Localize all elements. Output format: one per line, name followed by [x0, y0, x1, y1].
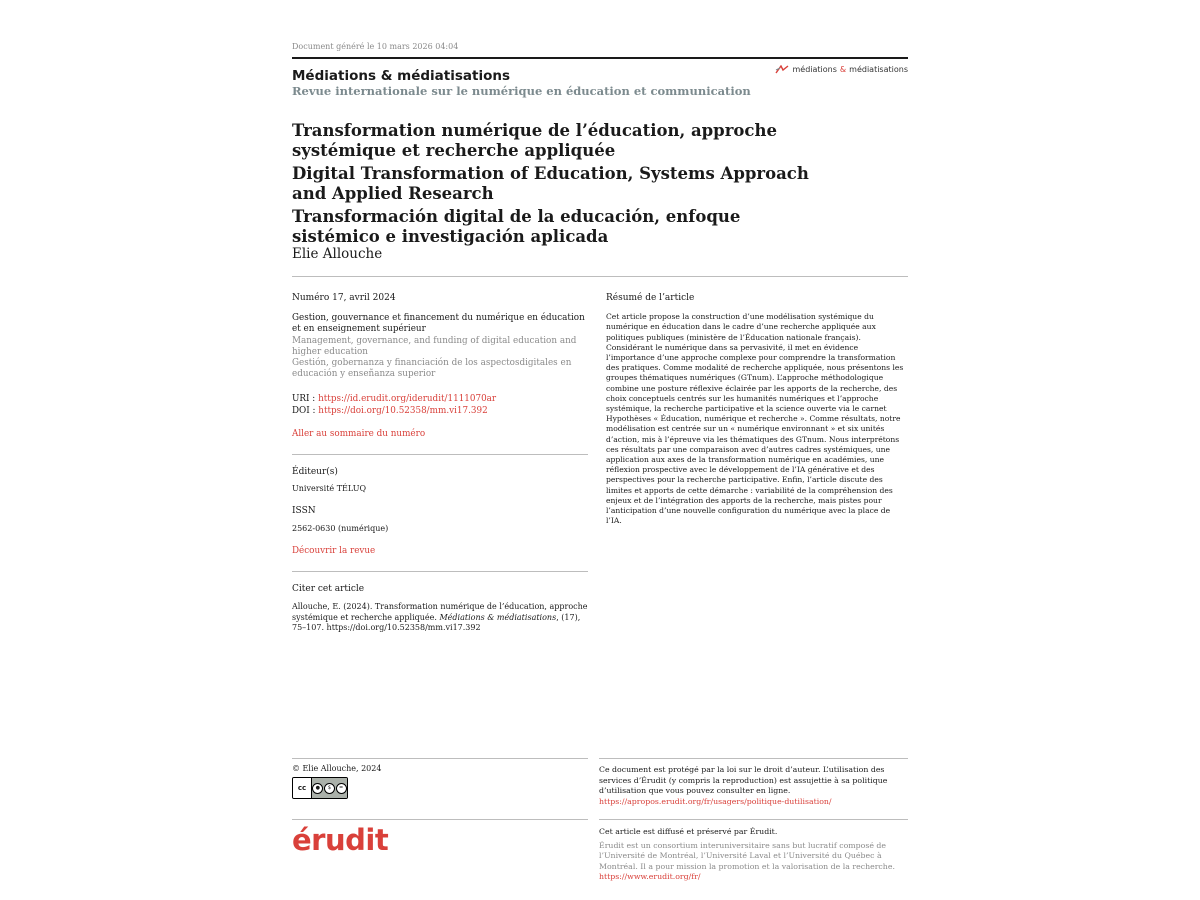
diffuse-heading: Cet article est diffusé et préservé par Érudit. [599, 827, 778, 836]
footer-rule2-left [292, 819, 588, 820]
journal-logo-icon [775, 65, 789, 74]
article-titles [292, 121, 812, 250]
cc-terms-icons [312, 778, 347, 798]
publisher-name: Université TÉLUQ [292, 484, 367, 494]
copyright-block [292, 764, 381, 799]
copyright: © Elie Allouche, 2024 [292, 764, 382, 773]
issn-heading: ISSN [292, 506, 316, 517]
journal-logo-left: médiations [792, 65, 837, 74]
journal-subtitle: Revue internationale sur le numérique en éducation et communication [292, 84, 751, 98]
diffuse-text: Érudit est un consortium interuniversitaire sans but lucratif composé de l’Université de Montréal, l’Université Laval et l’Université du Québec à Montréal. Il a pour mission la promotion et la valorisation de la recherche. [599, 840, 895, 871]
erudit-link[interactable]: https://www.erudit.org/fr/ [599, 872, 701, 882]
theme-es: Gestión, gobernanza y financiación de los aspectosdigitales en educación y enseñanza superior [292, 358, 572, 380]
uri-line [292, 394, 588, 405]
discover-link[interactable]: Découvrir la revue [292, 545, 376, 556]
publisher-heading: Éditeur(s) [292, 467, 338, 478]
nd-icon: = [336, 783, 347, 794]
title-es: Transformación digital de la educación, enfoque sistémico e investigación aplicada [292, 207, 741, 246]
rights-block [599, 765, 889, 807]
generated-date: Document généré le 10 mars 2026 04:04 [292, 42, 459, 51]
middle-rule [292, 276, 908, 277]
by-icon: ● [312, 783, 323, 794]
issn-value: 2562-0630 (numérique) [292, 523, 389, 533]
theme-fr: Gestion, gouvernance et financement du numérique en éducation et en enseignement supérieur [292, 313, 585, 335]
journal-logo [775, 65, 908, 74]
doi-label: DOI : [292, 405, 319, 416]
separator [292, 454, 588, 455]
title-en: Digital Transformation of Education, Systems Approach and Applied Research [292, 164, 809, 203]
citation-heading: Citer cet article [292, 584, 365, 595]
erudit-logo: érudit [292, 823, 389, 857]
rights-link[interactable]: https://apropos.erudit.org/fr/usagers/politique-dutilisation/ [599, 796, 832, 806]
toc-link[interactable]: Aller au sommaire du numéro [292, 428, 426, 439]
doi-line [292, 406, 588, 417]
uri-label: URI : [292, 394, 319, 405]
metadata-column [292, 293, 588, 634]
cc-logo-icon: cc [293, 778, 312, 798]
citation-journal: Médiations & médiatisations [439, 612, 557, 622]
citation-part2: , (17), 75–107. https://doi.org/10.52358/mm.vi17.392 [292, 612, 581, 633]
rights-text: Ce document est protégé par la loi sur le droit d’auteur. L’utilisation des services d’Érudit (y compris la reproduction) est assujettie à sa politique d’utilisation que vous pouvez consulter en ligne. [599, 765, 888, 796]
journal-logo-amp: & [839, 65, 847, 74]
author: Elie Allouche [292, 246, 383, 262]
footer-rule2-right [599, 819, 908, 820]
abstract-heading: Résumé de l’article [606, 293, 695, 303]
top-rule [292, 57, 908, 59]
citation-part1: Allouche, E. (2024). Transformation numérique de l’éducation, approche systémique et recherche appliquée. [292, 602, 588, 622]
journal-title: Médiations & médiatisations [292, 68, 511, 84]
abstract-text: Cet article propose la construction d’une modélisation systémique du numérique en éducation dans le cadre d’une recherche appliquée aux politiques publiques (ministère de l’Éducation nationale français). Considérant le numérique dans sa pervasivité, il met en évidence l’importance d’une approche complexe pour comprendre la transformation des pratiques. Comme modalité de recherche appliquée, nous présentons les groupes thématiques numériques (GTnum). L’approche méthodologique combine une posture réflexive éclairée par les apports de la recherche, des choix conceptuels centrés sur les humanités numériques et l’approche systémique, la recherche participative et la science ouverte via le carnet Hypothèses « Éducation, numérique et recherche ». Comme résultats, notre modélisation est centrée sur un « numérique environnant » et six unités d’action, mis à l’épreuve via les thématiques des GTnum. Nous interprétons ces résultats par une comparaison avec d’autres cadres systémiques, une application aux axes de la transformation numérique en académies, une réflexion prospective avec le développement de l’IA générative et des perspectives pour la recherche participative. Enfin, l’article discute des limites et apports de cette démarche : variabilité de la compréhension des enjeux et de l’intégration des apports de la recherche, mais pistes pour l’anticipation d’une nouvelle configuration du numérique avec la place de l’IA. [606, 312, 904, 526]
footer-rule-right [599, 758, 908, 759]
issue: Numéro 17, avril 2024 [292, 293, 396, 303]
document-page [292, 0, 908, 900]
title-fr: Transformation numérique de l’éducation, approche systémique et recherche appliquée [292, 121, 777, 160]
footer-rule-left [292, 758, 588, 759]
cc-license-badge[interactable] [292, 777, 348, 799]
nc-icon: $ [324, 783, 335, 794]
citation-text [292, 602, 588, 634]
doi-link[interactable]: https://doi.org/10.52358/mm.vi17.392 [318, 405, 488, 416]
theme-en: Management, governance, and funding of digital education and higher education [292, 335, 577, 357]
diffusion-block [599, 827, 899, 883]
separator [292, 571, 588, 572]
abstract-column [606, 293, 908, 526]
journal-logo-right: médiatisations [849, 65, 908, 74]
uri-link[interactable]: https://id.erudit.org/iderudit/1111070ar [318, 394, 497, 405]
